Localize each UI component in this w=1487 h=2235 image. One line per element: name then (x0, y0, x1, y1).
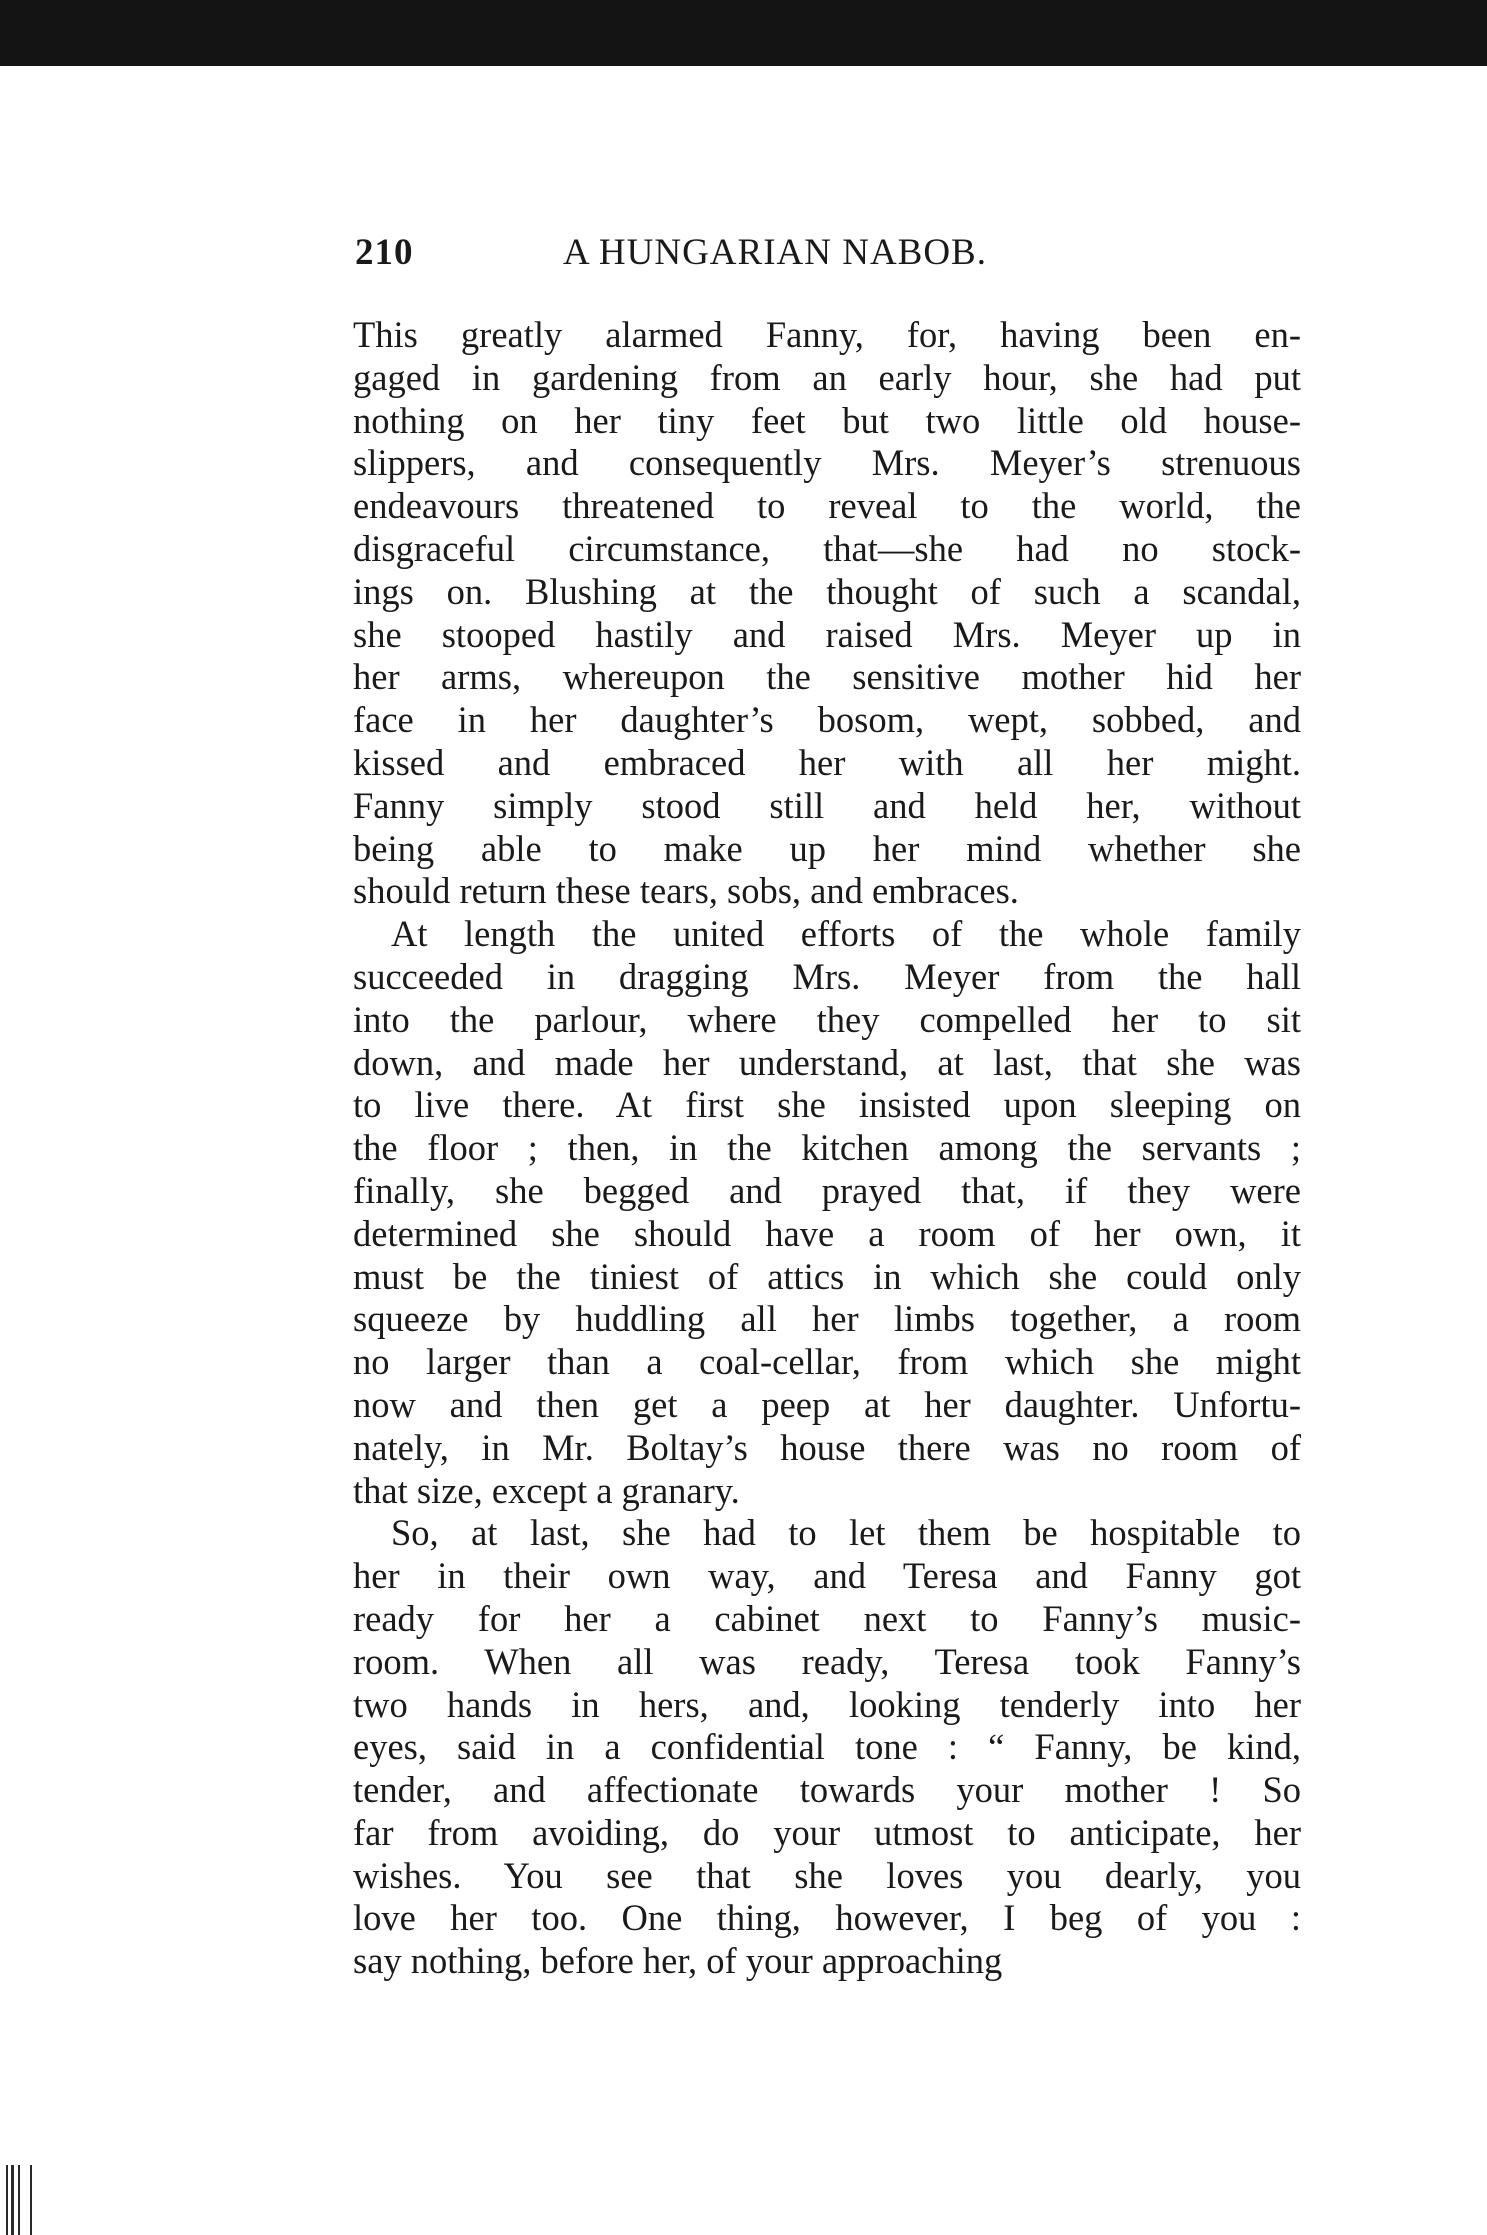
paragraph (353, 1512, 1301, 1983)
text-line: endeavours threatened to reveal to the world, the (353, 485, 1301, 527)
text-line: This greatly alarmed Fanny, for, having been en- (353, 314, 1301, 355)
text-line: must be the tiniest of attics in which she could only (353, 1255, 1301, 1297)
text-line: succeeded in dragging Mrs. Meyer from the hall (353, 955, 1301, 997)
text-line: squeeze by huddling all her limbs together, a room (353, 1298, 1301, 1340)
text-line: that size, except a granary. (353, 1469, 740, 1511)
paragraph (353, 913, 1301, 1512)
text-line: being able to make up her mind whether she (353, 827, 1301, 869)
text-line: ings on. Blushing at the thought of such a scandal, (353, 570, 1301, 612)
text-line: At length the united efforts of the whole family (391, 913, 1301, 955)
text-line: her in their own way, and Teresa and Fanny got (353, 1555, 1301, 1597)
text-line: tender, and affectionate towards your mother ! So (353, 1769, 1301, 1811)
paragraph (353, 314, 1301, 913)
text-line: gaged in gardening from an early hour, she had put (353, 356, 1301, 398)
text-line: love her too. One thing, however, I beg of you : (353, 1897, 1301, 1939)
scan-gutter-marks (6, 2165, 46, 2235)
page-number: 210 (355, 232, 414, 273)
text-line: nothing on her tiny feet but two little old house- (353, 399, 1301, 441)
text-line: should return these tears, sobs, and embraces. (353, 870, 1019, 912)
text-line: no larger than a coal-cellar, from which she might (353, 1341, 1301, 1383)
text-line: face in her daughter’s bosom, wept, sobbed, and (353, 699, 1301, 741)
text-line: say nothing, before her, of your approaching (353, 1940, 1003, 1982)
text-line: slippers, and consequently Mrs. Meyer’s strenuous (353, 442, 1301, 484)
text-line: ready for her a cabinet next to Fanny’s music- (353, 1597, 1301, 1639)
text-line: into the parlour, where they compelled her to sit (353, 998, 1301, 1040)
text-line: she stooped hastily and raised Mrs. Meyer up in (353, 613, 1301, 655)
scan-top-border (0, 0, 1487, 66)
text-line: disgraceful circumstance, that—she had no stock- (353, 527, 1301, 569)
text-line: two hands in hers, and, looking tenderly into her (353, 1683, 1301, 1725)
text-line: kissed and embraced her with all her might. (353, 741, 1301, 783)
body-text (353, 314, 1301, 1983)
text-line: the floor ; then, in the kitchen among the servants ; (353, 1127, 1301, 1169)
text-line: room. When all was ready, Teresa took Fanny’s (353, 1640, 1301, 1682)
text-line: determined she should have a room of her own, it (353, 1212, 1301, 1254)
text-line: to live there. At first she insisted upon sleeping on (353, 1084, 1301, 1126)
text-line: far from avoiding, do your utmost to anticipate, her (353, 1811, 1301, 1853)
text-line: So, at last, she had to let them be hospitable to (391, 1512, 1301, 1554)
text-line: eyes, said in a confidential tone : “ Fanny, be kind, (353, 1726, 1301, 1768)
text-line: Fanny simply stood still and held her, without (353, 784, 1301, 826)
text-line: wishes. You see that she loves you dearly, you (353, 1854, 1301, 1896)
page-header (355, 228, 1315, 278)
text-line: down, and made her understand, at last, that she was (353, 1041, 1301, 1083)
text-line: now and then get a peep at her daughter. Unfortu- (353, 1383, 1301, 1425)
text-line: nately, in Mr. Boltay’s house there was no room of (353, 1426, 1301, 1468)
running-head: A HUNGARIAN NABOB. (563, 232, 987, 273)
text-line: finally, she begged and prayed that, if they were (353, 1169, 1301, 1211)
text-line: her arms, whereupon the sensitive mother hid her (353, 656, 1301, 698)
